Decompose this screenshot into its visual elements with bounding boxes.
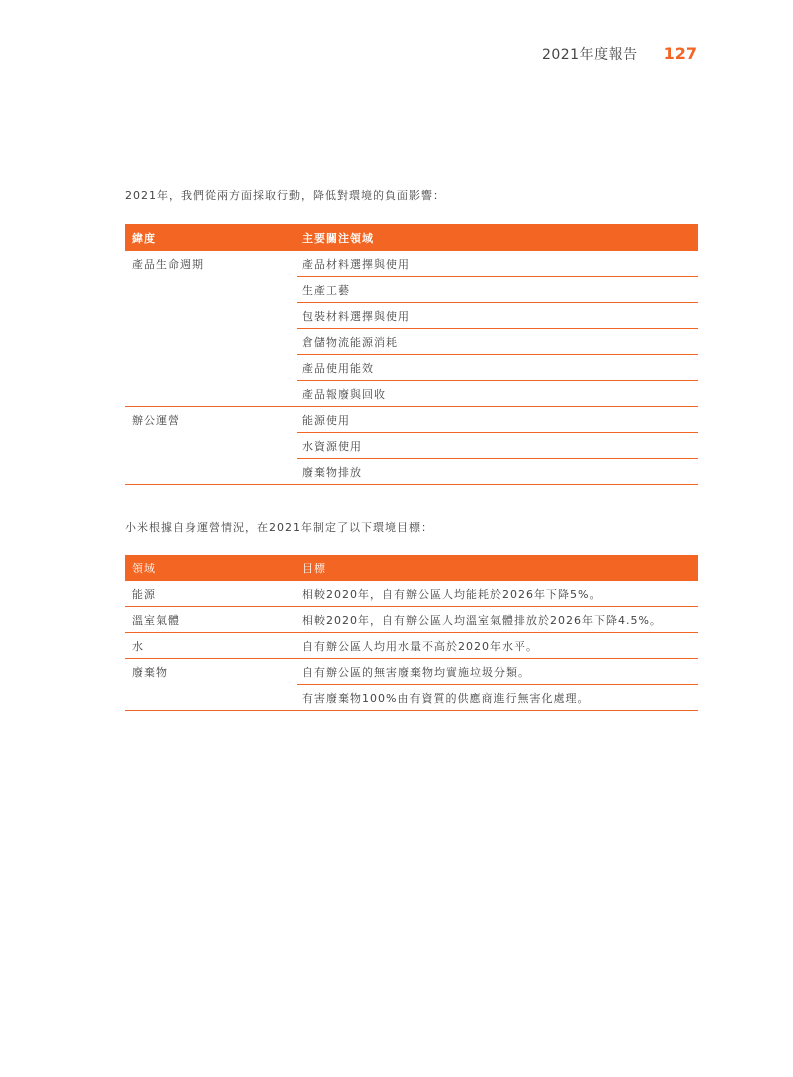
table-row [125, 251, 698, 277]
focus-cell: 倉儲物流能源消耗 [297, 329, 698, 355]
dimension-cell [125, 459, 297, 485]
focus-areas-table [125, 224, 698, 485]
table-row [125, 633, 698, 659]
focus-cell: 產品材料選擇與使用 [297, 251, 698, 277]
table-row [125, 433, 698, 459]
target-cell: 相較2020年，自有辦公區人均溫室氣體排放於2026年下降4.5%。 [297, 607, 698, 633]
area-cell [125, 685, 297, 711]
focus-cell: 生產工藝 [297, 277, 698, 303]
focus-cell: 廢棄物排放 [297, 459, 698, 485]
dimension-cell [125, 381, 297, 407]
table-header [125, 555, 698, 581]
dimension-cell [125, 329, 297, 355]
dimension-cell [125, 433, 297, 459]
focus-cell: 產品報廢與回收 [297, 381, 698, 407]
area-cell: 水 [125, 633, 297, 659]
area-cell: 能源 [125, 581, 297, 607]
target-cell: 自有辦公區人均用水量不高於2020年水平。 [297, 633, 698, 659]
intro-text-1: 2021年，我們從兩方面採取行動，降低對環境的負面影響： [125, 189, 445, 202]
table-row [125, 381, 698, 407]
table-row [125, 303, 698, 329]
report-title: 2021年度報告 [541, 47, 638, 63]
intro-text-2: 小米根據自身運營情況，在2021年制定了以下環境目標： [125, 521, 433, 534]
table-row [125, 329, 698, 355]
table-row [125, 581, 698, 607]
area-cell: 廢棄物 [132, 666, 168, 679]
table-row [125, 685, 698, 711]
header-area: 領域 [125, 560, 297, 577]
dimension-cell: 產品生命週期 [132, 258, 204, 271]
focus-cell: 水資源使用 [297, 433, 698, 459]
dimension-cell [125, 355, 297, 381]
focus-cell: 能源使用 [297, 407, 698, 433]
focus-cell: 包裝材料選擇與使用 [297, 303, 698, 329]
table-row [125, 607, 698, 633]
environmental-targets-table [125, 555, 698, 711]
page-header [542, 44, 697, 64]
table-row [125, 459, 698, 485]
area-cell: 溫室氣體 [125, 607, 297, 633]
focus-cell: 產品使用能效 [297, 355, 698, 381]
dimension-cell [125, 277, 297, 303]
header-focus: 主要關注領域 [302, 231, 374, 245]
table-header [125, 224, 698, 251]
header-target: 目標 [302, 562, 326, 575]
target-cell: 有害廢棄物100%由有資質的供應商進行無害化處理。 [297, 685, 698, 711]
dimension-cell: 辦公運營 [132, 414, 180, 427]
target-cell: 自有辦公區的無害廢棄物均實施垃圾分類。 [297, 659, 698, 685]
header-dimension: 緯度 [132, 231, 156, 245]
page-number: 127 [663, 44, 697, 63]
table-row [125, 407, 698, 433]
table-row [125, 355, 698, 381]
dimension-cell [125, 303, 297, 329]
target-cell: 相較2020年，自有辦公區人均能耗於2026年下降5%。 [297, 581, 698, 607]
table-row [125, 659, 698, 685]
table-row [125, 277, 698, 303]
